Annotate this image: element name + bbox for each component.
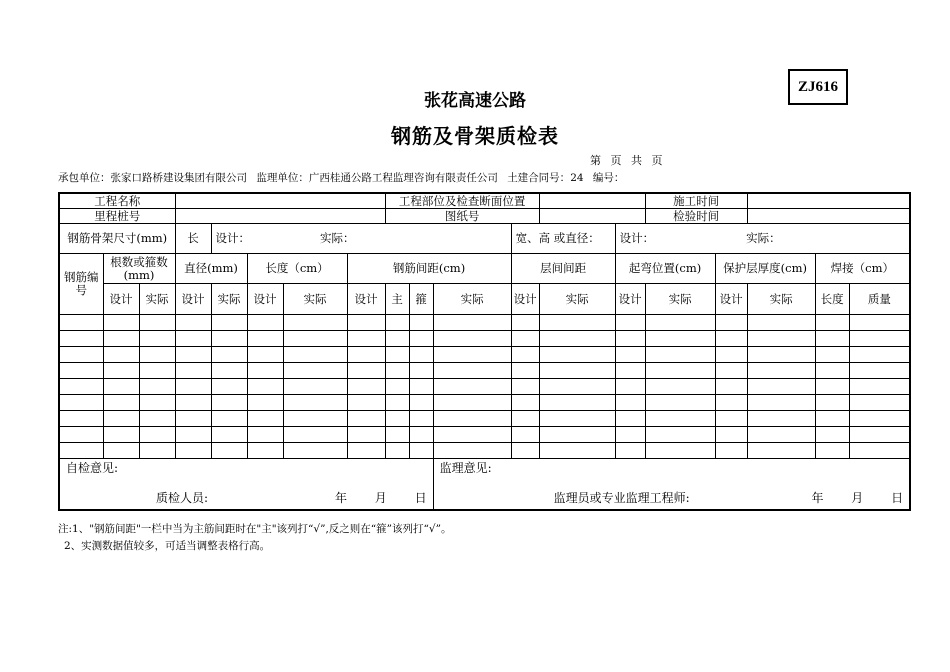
supervisor-engineer-label: 监理员或专业监理工程师: [553,491,690,505]
table-cell[interactable] [211,379,247,395]
table-cell[interactable] [347,395,385,411]
table-cell[interactable] [511,443,539,459]
table-cell[interactable] [849,443,910,459]
table-cell[interactable] [103,331,139,347]
table-cell[interactable] [347,427,385,443]
table-cell[interactable] [139,315,175,331]
table-cell[interactable] [59,363,103,379]
header-count: 根数或箍数(mm) [103,254,175,284]
table-cell[interactable] [283,331,347,347]
table-cell[interactable] [139,427,175,443]
table-cell[interactable] [409,363,433,379]
header-bar-no: 钢筋编号 [59,254,103,315]
sub-actual: 实际 [283,284,347,315]
notes [58,521,451,555]
table-cell[interactable] [645,363,715,379]
table-cell[interactable] [539,443,615,459]
table-cell[interactable] [283,427,347,443]
table-cell[interactable] [211,315,247,331]
table-cell[interactable] [385,331,409,347]
table-cell[interactable] [645,347,715,363]
table-cell[interactable] [103,363,139,379]
table-cell[interactable] [211,363,247,379]
table-cell[interactable] [645,379,715,395]
table-cell[interactable] [615,347,645,363]
form-title: 钢筋及骨架质检表 [391,124,559,148]
table-cell[interactable] [511,395,539,411]
table-cell[interactable] [59,395,103,411]
table-cell[interactable] [247,331,283,347]
table-cell[interactable] [139,411,175,427]
supervision-label: 监理意见: [439,461,492,475]
table-cell[interactable] [139,395,175,411]
table-cell[interactable] [103,347,139,363]
table-row [59,411,910,427]
sub-stirrup: 箍 [409,284,433,315]
number-label: 编号： [592,172,625,184]
label-project-name: 工程名称 [59,193,175,209]
sub-design: 设计 [715,284,747,315]
table-cell[interactable] [385,427,409,443]
table-cell[interactable] [539,411,615,427]
table-cell[interactable] [615,379,645,395]
inspection-table [58,192,911,511]
table-cell[interactable] [815,411,849,427]
table-cell[interactable] [409,427,433,443]
table-row [59,395,910,411]
table-cell[interactable] [59,331,103,347]
table-cell[interactable] [615,411,645,427]
table-cell[interactable] [433,347,511,363]
table-cell[interactable] [815,347,849,363]
table-cell[interactable] [747,315,815,331]
table-cell[interactable] [283,443,347,459]
sub-design: 设计 [615,284,645,315]
table-cell[interactable] [615,427,645,443]
table-cell[interactable] [409,395,433,411]
table-cell[interactable] [645,315,715,331]
label-drawing-no: 图纸号 [385,209,539,224]
table-cell[interactable] [59,427,103,443]
table-cell[interactable] [139,347,175,363]
sub-design: 设计 [175,284,211,315]
table-cell[interactable] [715,363,747,379]
sub-main: 主 [385,284,409,315]
sub-actual: 实际 [139,284,175,315]
table-cell[interactable] [615,443,645,459]
table-cell[interactable] [849,315,910,331]
table-cell[interactable] [715,427,747,443]
inspector-label: 质检人员: [156,491,209,505]
table-cell[interactable] [433,331,511,347]
table-cell[interactable] [715,347,747,363]
table-cell[interactable] [849,363,910,379]
table-cell[interactable] [139,443,175,459]
header-length: 长度（cm） [247,254,347,284]
table-cell[interactable] [715,379,747,395]
table-cell[interactable] [539,379,615,395]
table-row [59,315,910,331]
table-cell[interactable] [347,411,385,427]
table-cell[interactable] [747,347,815,363]
table-cell[interactable] [59,379,103,395]
supervision-date: 年 月 日 [811,491,904,505]
sub-actual: 实际 [645,284,715,315]
table-cell[interactable] [815,379,849,395]
table-cell[interactable] [103,427,139,443]
table-cell[interactable] [747,363,815,379]
table-cell[interactable] [511,315,539,331]
label-length: 长 [175,224,211,254]
table-cell[interactable] [385,347,409,363]
table-cell[interactable] [175,427,211,443]
length-design-actual[interactable]: 设计： 实际： [211,224,511,254]
sub-actual: 实际 [433,284,511,315]
sub-actual: 实际 [539,284,615,315]
sub-design: 设计 [247,284,283,315]
table-cell[interactable] [283,363,347,379]
table-cell[interactable] [175,395,211,411]
sub-design: 设计 [103,284,139,315]
sub-quality: 质量 [849,284,910,315]
table-cell[interactable] [247,379,283,395]
table-cell[interactable] [849,379,910,395]
table-cell[interactable] [511,347,539,363]
table-cell[interactable] [139,379,175,395]
table-cell[interactable] [849,427,910,443]
note-2: 2、实测数据值较多，可适当调整表格行高。 [64,540,271,552]
table-cell[interactable] [815,363,849,379]
table-cell[interactable] [347,331,385,347]
table-cell[interactable] [103,443,139,459]
table-cell[interactable] [59,411,103,427]
value-drawing-no[interactable] [539,209,645,224]
table-cell[interactable] [409,315,433,331]
table-cell[interactable] [409,331,433,347]
table-cell[interactable] [645,427,715,443]
table-cell[interactable] [347,315,385,331]
sub-actual: 实际 [747,284,815,315]
supervisor: 监理单位：广西桂通公路工程监理咨询有限责任公司 [256,172,498,184]
table-cell[interactable] [175,379,211,395]
table-cell[interactable] [747,331,815,347]
supervision-cell[interactable] [433,459,910,511]
table-cell[interactable] [511,331,539,347]
table-cell[interactable] [715,315,747,331]
table-cell[interactable] [385,315,409,331]
table-cell[interactable] [539,315,615,331]
table-cell[interactable] [283,379,347,395]
table-cell[interactable] [103,395,139,411]
sub-design: 设计 [511,284,539,315]
table-cell[interactable] [615,395,645,411]
table-cell[interactable] [615,331,645,347]
table-cell[interactable] [283,411,347,427]
value-station[interactable] [175,209,385,224]
self-check-label: 自检意见: [66,461,119,475]
table-cell[interactable] [849,395,910,411]
table-cell[interactable] [247,411,283,427]
table-cell[interactable] [385,379,409,395]
table-cell[interactable] [175,443,211,459]
table-cell[interactable] [247,427,283,443]
table-cell[interactable] [175,411,211,427]
table-cell[interactable] [59,315,103,331]
table-cell[interactable] [175,315,211,331]
table-cell[interactable] [211,443,247,459]
table-cell[interactable] [347,347,385,363]
table-cell[interactable] [409,379,433,395]
table-cell[interactable] [283,315,347,331]
table-cell[interactable] [747,379,815,395]
table-cell[interactable] [175,347,211,363]
table-row [59,363,910,379]
table-cell[interactable] [247,347,283,363]
table-cell[interactable] [433,427,511,443]
label-skeleton-size: 钢筋骨架尺寸(mm) [59,224,175,254]
table-cell[interactable] [433,443,511,459]
table-cell[interactable] [715,331,747,347]
table-cell[interactable] [645,331,715,347]
table-cell[interactable] [511,363,539,379]
width-design-actual[interactable]: 设计： 实际： [615,224,910,254]
contract-no: 土建合同号：24 [507,172,584,184]
header-cover: 保护层厚度(cm) [715,254,815,284]
table-cell[interactable] [409,443,433,459]
table-cell[interactable] [511,411,539,427]
table-cell[interactable] [409,347,433,363]
table-cell[interactable] [539,427,615,443]
header-bend-pos: 起弯位置(cm) [615,254,715,284]
value-construction-time[interactable] [747,193,910,209]
value-part-position[interactable] [539,193,645,209]
value-inspection-time[interactable] [747,209,910,224]
table-cell[interactable] [433,411,511,427]
table-cell[interactable] [409,411,433,427]
sub-design: 设计 [347,284,385,315]
label-inspection-time: 检验时间 [645,209,747,224]
table-cell[interactable] [59,443,103,459]
table-cell[interactable] [247,395,283,411]
header-weld: 焊接（cm） [815,254,910,284]
table-cell[interactable] [747,443,815,459]
table-cell[interactable] [247,443,283,459]
meta-line [58,170,630,185]
table-cell[interactable] [139,363,175,379]
table-cell[interactable] [175,363,211,379]
table-cell[interactable] [103,379,139,395]
table-cell[interactable] [103,411,139,427]
table-cell[interactable] [385,411,409,427]
document-code: ZJ616 [788,69,848,105]
header-diameter: 直径(mm) [175,254,247,284]
value-project-name[interactable] [175,193,385,209]
table-cell[interactable] [433,395,511,411]
table-cell[interactable] [59,347,103,363]
table-cell[interactable] [433,363,511,379]
table-cell[interactable] [539,331,615,347]
table-cell[interactable] [815,443,849,459]
table-cell[interactable] [347,363,385,379]
label-width-height: 宽、高 或直径： [511,224,615,254]
table-cell[interactable] [211,331,247,347]
table-cell[interactable] [175,331,211,347]
table-row [59,379,910,395]
table-cell[interactable] [645,395,715,411]
table-cell[interactable] [211,395,247,411]
table-cell[interactable] [211,411,247,427]
table-row [59,427,910,443]
table-cell[interactable] [283,395,347,411]
table-cell[interactable] [615,315,645,331]
contractor: 承包单位：张家口路桥建设集团有限公司 [58,172,247,184]
header-spacing: 钢筋间距(cm) [347,254,511,284]
table-cell[interactable] [103,315,139,331]
self-check-date: 年 月 日 [334,491,427,505]
table-cell[interactable] [347,443,385,459]
table-cell[interactable] [645,443,715,459]
label-station: 里程桩号 [59,209,175,224]
table-row [59,331,910,347]
note-1: 注:1、"钢筋间距"一栏中当为主筋间距时在"主"该列打“√”,反之则在“箍”该列打“√”。 [58,523,452,535]
project-title: 张花高速公路 [424,91,526,111]
table-cell[interactable] [815,331,849,347]
header-layer-spacing: 层间间距 [511,254,615,284]
table-cell[interactable] [715,443,747,459]
table-row [59,347,910,363]
table-cell[interactable] [715,395,747,411]
table-cell[interactable] [347,379,385,395]
self-check-cell[interactable] [59,459,433,511]
sub-actual: 实际 [211,284,247,315]
table-cell[interactable] [539,347,615,363]
table-cell[interactable] [385,443,409,459]
table-cell[interactable] [433,315,511,331]
table-cell[interactable] [715,411,747,427]
table-cell[interactable] [815,427,849,443]
label-part-position: 工程部位及检查断面位置 [385,193,539,209]
table-cell[interactable] [849,331,910,347]
table-cell[interactable] [849,347,910,363]
table-cell[interactable] [211,347,247,363]
table-cell[interactable] [747,411,815,427]
table-cell[interactable] [645,411,715,427]
table-cell[interactable] [615,363,645,379]
table-cell[interactable] [511,379,539,395]
table-cell[interactable] [849,411,910,427]
table-cell[interactable] [511,427,539,443]
table-cell[interactable] [747,395,815,411]
table-cell[interactable] [247,315,283,331]
table-cell[interactable] [747,427,815,443]
table-cell[interactable] [433,379,511,395]
table-cell[interactable] [385,395,409,411]
table-cell[interactable] [247,363,283,379]
table-cell[interactable] [283,347,347,363]
table-cell[interactable] [815,315,849,331]
table-cell[interactable] [539,363,615,379]
sub-length: 长度 [815,284,849,315]
table-cell[interactable] [815,395,849,411]
page-info: 第 页 共 页 [590,154,663,167]
table-cell[interactable] [211,427,247,443]
table-cell[interactable] [139,331,175,347]
table-row [59,443,910,459]
table-cell[interactable] [539,395,615,411]
table-cell[interactable] [385,363,409,379]
label-construction-time: 施工时间 [645,193,747,209]
